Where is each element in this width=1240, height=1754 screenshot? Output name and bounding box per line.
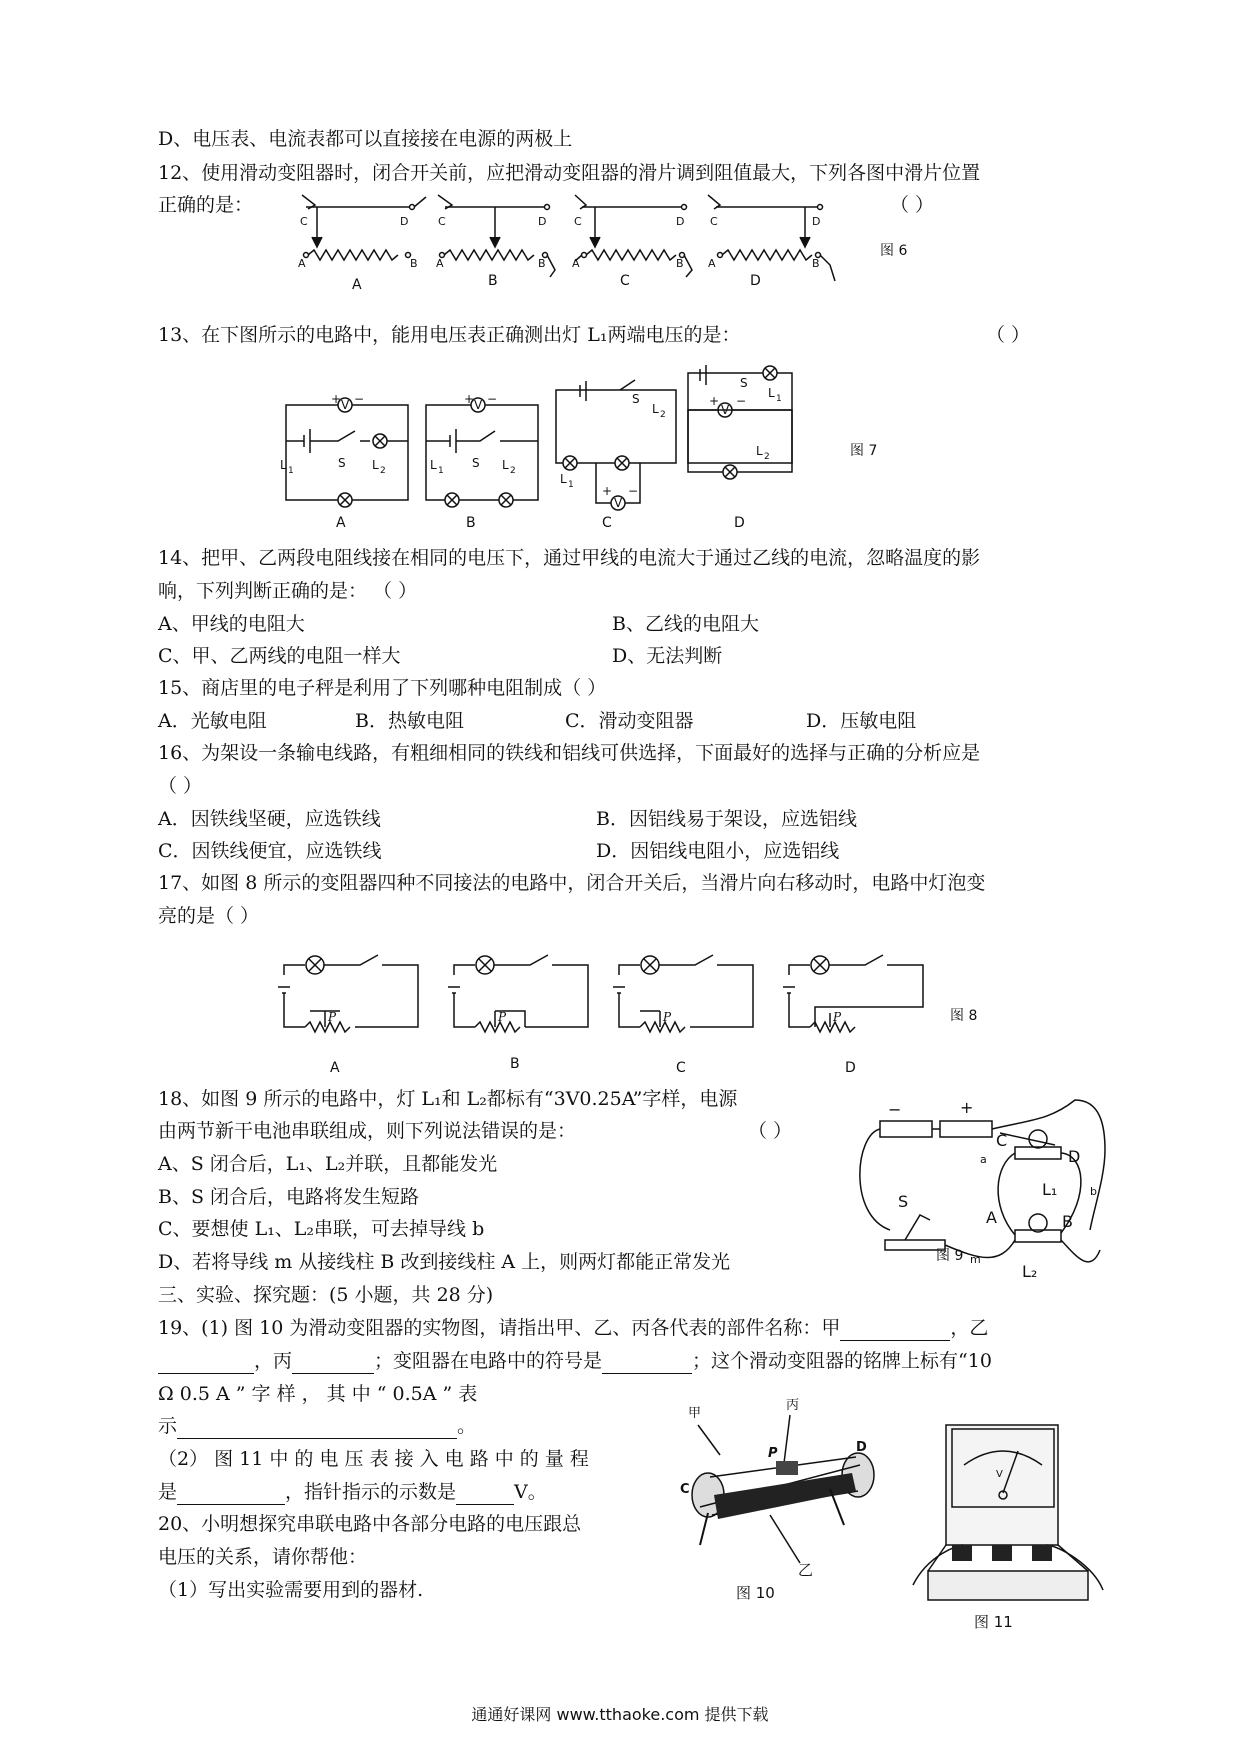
- figure-9-drawing: [850, 1095, 1110, 1280]
- svg-text:A: A: [298, 257, 306, 270]
- question-14-option-c: C、甲、乙两线的电阻一样大: [158, 645, 401, 667]
- svg-text:−: −: [354, 392, 365, 406]
- fig10-label-c: C: [680, 1482, 690, 1497]
- blank-yi[interactable]: [158, 1353, 254, 1374]
- figure-10-drawing: [680, 1395, 880, 1605]
- fig9-label-wire-b: b: [1090, 1185, 1097, 1198]
- fig10-label-yi: 乙: [798, 1561, 814, 1579]
- svg-text:+: +: [331, 392, 342, 406]
- question-18-line2: 由两节新干电池串联组成，则下列说法错误的是：: [158, 1120, 577, 1142]
- fig6-option-d: D: [750, 273, 761, 289]
- fig8-option-a: A: [330, 1060, 340, 1076]
- fig8-option-b: B: [510, 1056, 520, 1072]
- svg-text:D: D: [812, 215, 821, 228]
- question-14-option-d: D、无法判断: [612, 645, 723, 667]
- svg-text:L: L: [652, 402, 659, 416]
- svg-text:2: 2: [510, 466, 516, 476]
- figure-11-drawing: [908, 1395, 1108, 1630]
- svg-text:C: C: [574, 215, 582, 228]
- question-16-line1: 16、为架设一条输电线路，有粗细相同的铁线和铝线可供选择，下面最好的选择与正确的分析应是: [158, 742, 981, 764]
- question-14-option-a: A、甲线的电阻大: [158, 613, 305, 635]
- question-19-line3: Ω 0.5 A ” 字 样 ， 其 中 “ 0.5A ” 表: [158, 1383, 478, 1405]
- q19-text-9: ，指针指示的示数是: [285, 1481, 457, 1503]
- blank-range[interactable]: [177, 1484, 285, 1505]
- svg-text:1: 1: [568, 480, 574, 490]
- svg-text:L: L: [372, 458, 379, 472]
- svg-text:L: L: [430, 458, 437, 472]
- fig9-label-b: B: [1062, 1212, 1073, 1231]
- fig7-option-c: C: [602, 515, 612, 531]
- figure-8-caption: 图 8: [950, 1008, 978, 1024]
- figure-11: [908, 1395, 1108, 1630]
- fig9-label-l1: L₁: [1042, 1180, 1058, 1199]
- question-15-option-c: C．滑动变阻器: [565, 710, 694, 732]
- page-footer: 通通好课网 www.tthaoke.com 提供下载: [471, 1705, 769, 1724]
- svg-text:P: P: [498, 1010, 507, 1024]
- question-17-line1: 17、如图 8 所示的变阻器四种不同接法的电路中，闭合开关后，当滑片向右移动时，电路中灯泡变: [158, 872, 986, 894]
- fig6-option-c: C: [620, 273, 630, 289]
- figure-8: [270, 935, 990, 1075]
- question-12-line1: 12、使用滑动变阻器时，闭合开关前，应把滑动变阻器的滑片调到阻值最大，下列各图中滑片位置: [158, 162, 981, 184]
- section-3-heading: 三、实验、探究题：(5 小题，共 28 分): [158, 1284, 494, 1306]
- figure-11-caption: 图 11: [974, 1613, 1013, 1631]
- fig9-label-wire-m: m: [970, 1253, 981, 1266]
- question-18-option-a: A、S 闭合后，L₁、L₂并联，且都能发光: [158, 1153, 498, 1175]
- figure-7: [280, 376, 900, 535]
- question-20-part-1: （1）写出实验需要用到的器材.: [158, 1579, 424, 1601]
- fig9-label-a: A: [986, 1208, 997, 1227]
- svg-text:V: V: [996, 1469, 1003, 1480]
- question-13-answer-paren: （ ）: [986, 324, 1031, 346]
- fig9-label-wire-a: a: [980, 1153, 987, 1166]
- q19-text-1: 19、(1) 图 10 为滑动变阻器的实物图，请指出甲、乙、丙各代表的部件名称：甲: [158, 1317, 841, 1339]
- q19-text-7: 。: [457, 1415, 477, 1437]
- svg-text:P: P: [663, 1010, 672, 1024]
- q19-text-10: V。: [514, 1481, 547, 1503]
- svg-text:D: D: [676, 215, 685, 228]
- svg-text:C: C: [438, 215, 446, 228]
- svg-text:V: V: [474, 398, 483, 412]
- svg-text:B: B: [812, 257, 820, 270]
- figure-7-caption: 图 7: [850, 443, 878, 459]
- svg-text:V: V: [614, 496, 623, 510]
- svg-text:L: L: [756, 444, 763, 458]
- question-12-answer-paren: （ ）: [890, 194, 935, 216]
- svg-text:2: 2: [660, 410, 666, 420]
- svg-text:L: L: [502, 458, 509, 472]
- q19-text-3: ，丙: [254, 1350, 293, 1372]
- svg-text:S: S: [632, 392, 640, 406]
- svg-text:C: C: [710, 215, 718, 228]
- fig9-minus-label: −: [888, 1100, 902, 1119]
- svg-text:L: L: [280, 458, 287, 472]
- svg-text:−: −: [628, 484, 639, 498]
- blank-meaning[interactable]: [177, 1418, 457, 1439]
- svg-text:2: 2: [764, 452, 770, 462]
- svg-text:S: S: [740, 376, 748, 390]
- svg-text:D: D: [400, 215, 409, 228]
- figure-6: [290, 185, 930, 295]
- question-18-answer-paren: （ ）: [748, 1120, 793, 1142]
- svg-text:1: 1: [776, 394, 782, 404]
- question-19-line2: [158, 1348, 992, 1374]
- question-12-line2: 正确的是：: [158, 194, 254, 216]
- svg-text:B: B: [410, 257, 418, 270]
- question-14-option-b: B、乙线的电阻大: [612, 613, 759, 635]
- svg-text:+: +: [709, 394, 720, 408]
- svg-text:L: L: [768, 386, 775, 400]
- question-18-line1: 18、如图 9 所示的电路中，灯 L₁和 L₂都标有“3V0.25A”字样，电源: [158, 1088, 738, 1110]
- figure-10-caption: 图 10: [736, 1584, 775, 1602]
- question-18-option-b: B、S 闭合后，电路将发生短路: [158, 1186, 420, 1208]
- option-d-line: D、电压表、电流表都可以直接接在电源的两极上: [158, 128, 573, 150]
- fig8-option-c: C: [676, 1060, 686, 1076]
- question-16-option-c: C．因铁线便宜，应选铁线: [158, 840, 382, 862]
- fig8-option-d: D: [845, 1060, 856, 1076]
- blank-bing[interactable]: [292, 1353, 374, 1374]
- question-15-option-d: D．压敏电阻: [806, 710, 917, 732]
- svg-text:B: B: [538, 257, 546, 270]
- question-20-line2: 电压的关系，请你帮他：: [158, 1546, 368, 1568]
- fig6-option-b: B: [488, 273, 498, 289]
- fig6-option-a: A: [352, 277, 362, 293]
- question-14-line2: 响，下列判断正确的是： （ ）: [158, 580, 418, 602]
- svg-text:B: B: [676, 257, 684, 270]
- svg-text:A: A: [572, 257, 580, 270]
- question-19-line4: [158, 1413, 476, 1439]
- svg-text:A: A: [436, 257, 444, 270]
- figure-9-caption: 图 9: [936, 1248, 964, 1264]
- svg-text:−: −: [736, 394, 747, 408]
- figure-10: [680, 1395, 880, 1605]
- svg-text:−: −: [487, 392, 498, 406]
- blank-jia[interactable]: [840, 1320, 950, 1341]
- svg-text:+: +: [464, 392, 475, 406]
- svg-text:P: P: [833, 1010, 842, 1024]
- question-15-option-b: B．热敏电阻: [355, 710, 464, 732]
- q19-text-4: ；变阻器在电路中的符号是: [374, 1350, 603, 1372]
- figure-8-drawing: [270, 935, 990, 1075]
- figure-6-drawing: [290, 185, 930, 295]
- fig9-label-l2: L₂: [1022, 1262, 1038, 1281]
- svg-text:2: 2: [380, 466, 386, 476]
- question-15-option-a: A．光敏电阻: [158, 710, 267, 732]
- fig9-label-d: D: [1068, 1147, 1081, 1166]
- figure-9: [850, 1095, 1110, 1280]
- svg-text:S: S: [338, 456, 346, 470]
- fig7-option-d: D: [734, 515, 745, 531]
- fig9-label-s: S: [898, 1192, 909, 1211]
- svg-text:V: V: [341, 398, 350, 412]
- svg-text:A: A: [708, 257, 716, 270]
- fig9-plus-label: +: [960, 1098, 974, 1117]
- svg-text:V: V: [721, 403, 730, 417]
- question-19-line5: （2） 图 11 中 的 电 压 表 接 入 电 路 中 的 量 程: [158, 1448, 589, 1470]
- svg-text:1: 1: [438, 466, 444, 476]
- fig10-label-jia: 甲: [688, 1406, 702, 1421]
- fig10-label-bing: 丙: [786, 1398, 800, 1413]
- fig7-option-b: B: [466, 515, 476, 531]
- blank-reading[interactable]: [456, 1484, 514, 1505]
- svg-text:L: L: [560, 472, 567, 486]
- question-18-option-c: C、要想使 L₁、L₂串联，可去掉导线 b: [158, 1218, 485, 1240]
- q19-text-5: ；这个滑动变阻器的铭牌上标有“10: [692, 1350, 992, 1372]
- fig7-option-a: A: [336, 515, 346, 531]
- question-16-option-d: D．因铝线电阻小，应选铝线: [596, 840, 840, 862]
- fig9-label-c: C: [996, 1131, 1008, 1150]
- fig10-label-p: P: [768, 1446, 778, 1461]
- svg-text:D: D: [538, 215, 547, 228]
- blank-symbol[interactable]: [602, 1353, 692, 1374]
- svg-text:S: S: [472, 456, 480, 470]
- question-16-option-b: B．因铝线易于架设，应选铝线: [596, 808, 857, 830]
- question-16-line2: （ ）: [158, 775, 203, 797]
- svg-text:1: 1: [288, 466, 294, 476]
- question-18-option-d: D、若将导线 m 从接线柱 B 改到接线柱 A 上，则两灯都能正常发光: [158, 1251, 731, 1273]
- question-14-line1: 14、把甲、乙两段电阻线接在相同的电压下，通过甲线的电流大于通过乙线的电流，忽略温度的影: [158, 547, 981, 569]
- q19-text-8: 是: [158, 1481, 178, 1503]
- question-19-line1: [158, 1315, 988, 1341]
- question-17-line2: 亮的是（ ）: [158, 905, 260, 927]
- question-16-option-a: A．因铁线坚硬，应选铁线: [158, 808, 381, 830]
- figure-7-drawing: [280, 376, 900, 535]
- q19-text-2: ，乙: [950, 1317, 989, 1339]
- q19-text-6: 示: [158, 1415, 178, 1437]
- question-20-line1: 20、小明想探究串联电路中各部分电路的电压跟总: [158, 1513, 582, 1535]
- question-15: 15、商店里的电子秤是利用了下列哪种电阻制成（ ）: [158, 677, 607, 699]
- svg-text:+: +: [602, 484, 613, 498]
- svg-text:P: P: [328, 1010, 337, 1024]
- question-13: 13、在下图所示的电路中，能用电压表正确测出灯 L₁两端电压的是：: [158, 324, 741, 346]
- svg-text:C: C: [300, 215, 308, 228]
- figure-6-caption: 图 6: [880, 243, 908, 259]
- question-19-line6: [158, 1479, 547, 1505]
- fig10-label-d: D: [856, 1440, 867, 1455]
